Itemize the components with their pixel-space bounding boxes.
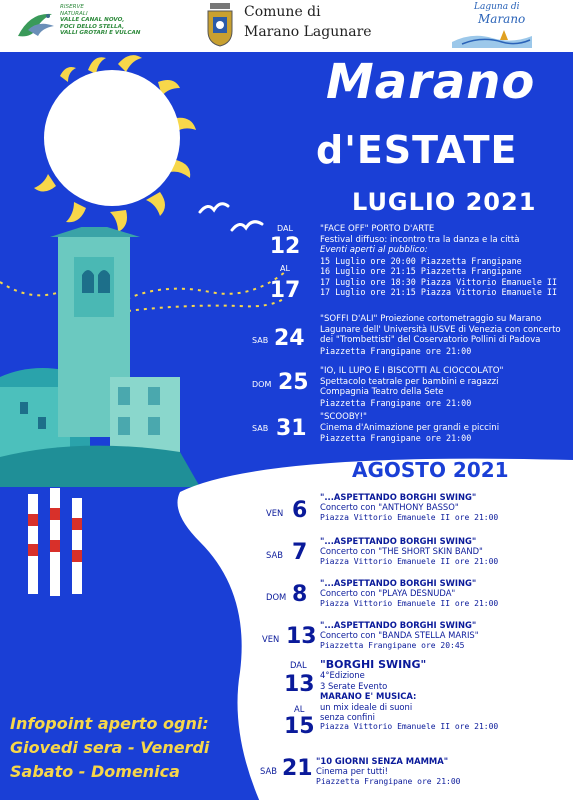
header-bar: [0, 0, 573, 52]
event-details: [320, 314, 561, 356]
event-line: 17 Luglio ore 18:30 Piazza Vittorio Emanuele II: [320, 276, 557, 287]
event-line: dei "Trombettisti" del Coservatorio Pollini di Padova: [320, 335, 541, 345]
event-title: "...ASPETTANDO BORGHI SWING": [320, 578, 477, 588]
event-line: Cinema per tutti!: [316, 766, 389, 777]
coat-of-arms-icon: [205, 3, 235, 47]
event-title: "10 GIORNI SENZA MAMMA": [316, 756, 449, 766]
reserve-logo: [14, 4, 164, 48]
event-line: senza confini: [320, 712, 375, 723]
event-line: Eventi aperti al pubblico:: [320, 245, 428, 255]
event-day-number: 6: [292, 498, 308, 523]
event-details: [320, 412, 499, 444]
event-line: 17 Luglio ore 21:15 Piazza Vittorio Emanuele II: [320, 287, 557, 297]
laguna-logo: [452, 2, 532, 50]
event-details: [320, 536, 498, 567]
event-line: Spettacolo teatrale per bambini e ragazzi: [320, 376, 499, 387]
event-line: Piazzetta Frangipane ore 21:00: [320, 397, 472, 408]
event-title: "SCOOBY!": [320, 412, 368, 422]
event-line: Festival diffuso: incontro tra la danza e la città: [320, 234, 520, 245]
event-details: [320, 620, 479, 651]
event-line: Piazzetta Frangipane ore 21:00: [320, 345, 472, 356]
event-day-number: 8: [292, 582, 308, 607]
event-line: Piazza Vittorio Emanuele II ore 21:00: [320, 722, 499, 732]
event-title: "IO, IL LUPO E I BISCOTTI AL CIOCCOLATO": [320, 366, 504, 376]
event-line: Concerto con "BANDA STELLA MARIS": [320, 630, 479, 641]
event-line: Piazzetta Frangipane ore 21:00: [320, 433, 472, 443]
reserve-line-1: RISERVE: [60, 4, 84, 10]
event-details: [316, 756, 461, 787]
title-destate: d'ESTATE: [316, 128, 518, 172]
infopoint-block: [10, 712, 209, 784]
event-dal-label: DAL: [290, 660, 307, 670]
laguna-label-1: Laguna di: [474, 2, 520, 12]
event-dal-label: DAL: [277, 224, 293, 233]
event-line: Compagnia Teatro della Sete: [320, 387, 444, 397]
bird-icon: [14, 6, 58, 46]
event-details: [320, 660, 498, 733]
infopoint-line-3: Sabato - Domenica: [10, 762, 180, 781]
comune-label-1: Comune di: [244, 4, 321, 20]
event-weekday: VEN: [266, 508, 284, 518]
infopoint-line-2: Giovedi sera - Venerdi: [10, 738, 210, 757]
title-marano: Marano: [326, 54, 536, 110]
event-day-number: 31: [276, 416, 307, 441]
event-line: Concerto con "PLAYA DESNUDA": [320, 588, 456, 599]
lagoon-icon: [452, 24, 532, 48]
event-weekday: DOM: [252, 380, 272, 389]
event-line: Piazza Vittorio Emanuele II ore 21:00: [320, 556, 499, 566]
event-from-day: 12: [269, 234, 301, 259]
event-details: [320, 492, 498, 523]
event-weekday: SAB: [260, 766, 277, 776]
reserve-line-2: NATURALI: [60, 10, 88, 17]
event-to-day: 15: [284, 714, 315, 739]
event-line: 15 Luglio ore 20:00 Piazzetta Frangipane: [320, 255, 522, 266]
event-line: un mix ideale di suoni: [320, 701, 413, 712]
event-line: Lagunare dell' Università IUSVE di Venezia con concerto: [320, 324, 561, 335]
event-title: "...ASPETTANDO BORGHI SWING": [320, 536, 477, 546]
event-line: Concerto con "ANTHONY BASSO": [320, 502, 459, 513]
event-day-number: 21: [282, 756, 313, 781]
event-line: 16 Luglio ore 21:15 Piazzetta Frangipane: [320, 266, 522, 276]
event-day-number: 24: [274, 326, 305, 351]
event-title: "BORGHI SWING": [320, 658, 427, 671]
event-line: Concerto con "THE SHORT SKIN BAND": [320, 546, 483, 557]
event-weekday: SAB: [252, 336, 269, 345]
event-weekday: SAB: [252, 424, 269, 433]
event-line: 3 Serate Evento: [320, 680, 388, 691]
event-weekday: DOM: [266, 592, 287, 602]
event-weekday: SAB: [266, 550, 283, 560]
event-title: "...ASPETTANDO BORGHI SWING": [320, 492, 477, 502]
event-day-number: 13: [286, 624, 317, 649]
event-day-number: 25: [278, 370, 309, 395]
event-from-day: 13: [284, 672, 315, 697]
event-al-label: AL: [280, 264, 290, 273]
event-weekday: VEN: [262, 634, 280, 644]
event-line: Piazza Vittorio Emanuele II ore 21:00: [320, 598, 499, 608]
event-title: "FACE OFF" PORTO D'ARTE: [320, 224, 435, 234]
event-line: Piazza Vittorio Emanuele II ore 21:00: [320, 512, 499, 522]
event-details: [320, 224, 557, 298]
event-line: MARANO E' MUSICA:: [320, 691, 417, 702]
infopoint-line-1: Infopoint aperto ogni:: [10, 714, 209, 733]
poster: [0, 52, 573, 800]
event-title: "SOFFI D'ALI" Proiezione cortometraggio su Marano: [320, 314, 542, 324]
reserve-line-4: FOCI DELLO STELLA,: [60, 23, 125, 30]
event-line: Cinema d'Animazione per grandi e piccini: [320, 422, 500, 433]
reserve-line-5: VALLI GROTARI E VULCAN: [60, 30, 141, 37]
agosto-heading: AGOSTO 2021: [352, 458, 509, 482]
title-month: LUGLIO 2021: [352, 188, 537, 216]
reserve-line-3: VALLE CANAL NOVO,: [60, 17, 125, 24]
mooring-posts: [24, 484, 94, 604]
event-line: Piazzetta Frangipane ore 21:00: [316, 776, 461, 786]
event-day-number: 7: [292, 540, 308, 565]
event-details: [320, 366, 503, 408]
laguna-label-2: Marano: [478, 12, 526, 26]
event-details: [320, 578, 498, 609]
event-al-label: AL: [294, 704, 305, 714]
event-line: 4°Edizione: [320, 670, 365, 681]
event-title: "...ASPETTANDO BORGHI SWING": [320, 620, 477, 630]
event-to-day: 17: [269, 278, 301, 303]
event-line: Piazzetta Frangipane ore 20:45: [320, 640, 465, 650]
comune-label-2: Marano Lagunare: [244, 24, 372, 40]
